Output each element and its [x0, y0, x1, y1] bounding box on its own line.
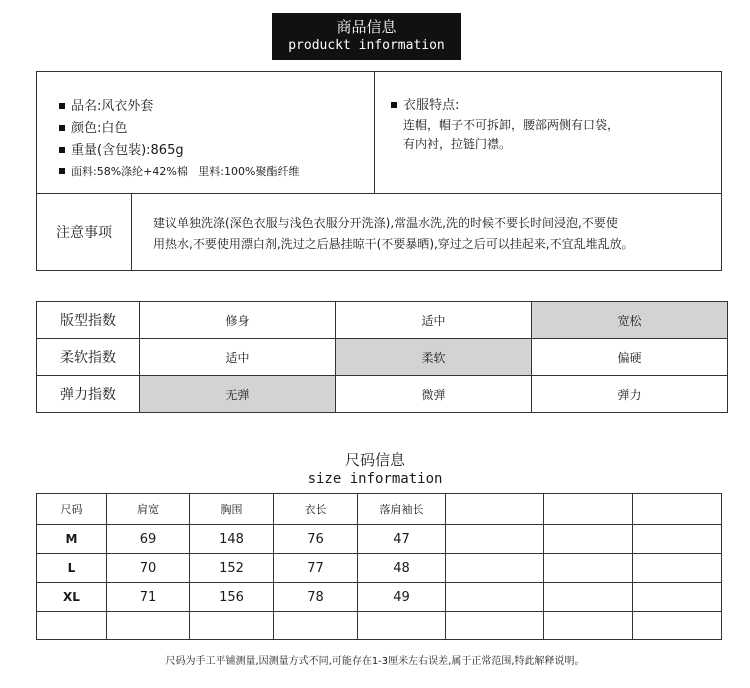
features-line-1: 连帽，帽子不可拆卸，腰部两侧有口袋，	[403, 118, 620, 132]
size-cell	[274, 612, 358, 640]
size-cell: 69	[107, 525, 190, 554]
size-title-cn: 尺码信息	[344, 451, 405, 469]
size-cell: 78	[274, 583, 358, 612]
size-col-header: 衣长	[274, 494, 358, 525]
size-row-m	[37, 525, 722, 554]
measurement-note: 尺码为手工平铺测量,因测量方式不同,可能存在1-3厘米左右误差,属于正常范围,特此解释说明。	[165, 656, 585, 667]
size-cell: 148	[190, 525, 274, 554]
bullet-icon	[59, 103, 65, 109]
size-col-header: 落肩袖长	[358, 494, 446, 525]
title-en: produckt information	[288, 38, 445, 53]
size-cell	[633, 583, 722, 612]
bullet-icon	[59, 125, 65, 131]
size-cell: 71	[107, 583, 190, 612]
size-cell	[633, 525, 722, 554]
size-col-header: 肩宽	[107, 494, 190, 525]
size-cell: L	[37, 554, 107, 583]
column-divider	[374, 72, 375, 193]
index-option: 修身	[140, 302, 336, 339]
size-table	[36, 493, 722, 640]
attr-color	[59, 118, 299, 140]
size-cell	[190, 612, 274, 640]
size-cell	[107, 612, 190, 640]
size-cell	[633, 612, 722, 640]
index-option: 适中	[140, 339, 336, 376]
attr-color-text: 颜色:白色	[71, 121, 128, 136]
index-row-softness	[37, 339, 728, 376]
attr-name	[59, 96, 299, 118]
size-cell: 156	[190, 583, 274, 612]
index-option: 宽松	[532, 302, 728, 339]
size-cell	[544, 554, 633, 583]
attr-name-text: 品名:风衣外套	[71, 99, 154, 114]
bullet-icon	[391, 102, 397, 108]
size-cell	[633, 554, 722, 583]
size-cell	[544, 583, 633, 612]
index-option: 偏硬	[532, 339, 728, 376]
index-row-fit	[37, 302, 728, 339]
index-label: 柔软指数	[37, 339, 140, 376]
size-cell: 76	[274, 525, 358, 554]
size-row-l	[37, 554, 722, 583]
care-text	[153, 213, 693, 255]
attr-fabric-text: 面料:58%涤纶+42%棉 里料:100%聚酯纤维	[71, 165, 300, 178]
size-col-header	[544, 494, 633, 525]
size-cell: 152	[190, 554, 274, 583]
title-cn: 商品信息	[336, 18, 397, 36]
product-info-box	[36, 71, 722, 271]
size-cell	[446, 612, 544, 640]
size-cell: XL	[37, 583, 107, 612]
index-label: 弹力指数	[37, 376, 140, 413]
size-col-header	[446, 494, 544, 525]
index-label: 版型指数	[37, 302, 140, 339]
size-row-empty	[37, 612, 722, 640]
size-cell: 77	[274, 554, 358, 583]
index-row-elasticity	[37, 376, 728, 413]
size-cell	[446, 583, 544, 612]
index-option: 弹力	[532, 376, 728, 413]
product-info-title	[272, 13, 461, 60]
bullet-icon	[59, 168, 65, 174]
info-row-care	[37, 193, 721, 270]
index-option: 无弹	[140, 376, 336, 413]
size-cell: 70	[107, 554, 190, 583]
info-row-details	[37, 72, 721, 194]
attr-weight-text: 重量(含包装):865g	[71, 143, 184, 158]
size-cell: 48	[358, 554, 446, 583]
size-cell	[446, 554, 544, 583]
size-cell	[358, 612, 446, 640]
size-cell	[544, 525, 633, 554]
features	[391, 96, 619, 154]
size-title-en: size information	[307, 471, 443, 487]
attr-fabric	[59, 162, 299, 182]
size-cell	[446, 525, 544, 554]
size-cell	[37, 612, 107, 640]
size-cell: M	[37, 525, 107, 554]
features-title	[391, 96, 619, 116]
size-cell	[544, 612, 633, 640]
size-col-header: 尺码	[37, 494, 107, 525]
bullet-icon	[59, 147, 65, 153]
features-line-2: 有内衬，拉链门襟。	[403, 137, 512, 151]
index-option: 微弹	[336, 376, 532, 413]
features-title-text: 衣服特点:	[403, 98, 460, 113]
care-line-2: 用热水,不要使用漂白剂,洗过之后悬挂晾干(不要暴晒),穿过之后可以挂起来,不宜乱堆乱放。	[153, 237, 634, 251]
size-cell: 49	[358, 583, 446, 612]
size-row-xl	[37, 583, 722, 612]
size-col-header: 胸围	[190, 494, 274, 525]
index-option: 柔软	[336, 339, 532, 376]
index-option: 适中	[336, 302, 532, 339]
index-table	[36, 301, 728, 413]
basic-attributes	[59, 96, 299, 182]
size-header-row	[37, 494, 722, 525]
size-col-header	[633, 494, 722, 525]
attr-weight	[59, 140, 299, 162]
size-cell: 47	[358, 525, 446, 554]
care-label: 注意事项	[37, 193, 132, 270]
size-info-title	[0, 450, 750, 488]
care-line-1: 建议单独洗涤(深色衣服与浅色衣服分开洗涤),常温水洗,洗的时候不要长时间浸泡,不要使	[153, 216, 618, 230]
